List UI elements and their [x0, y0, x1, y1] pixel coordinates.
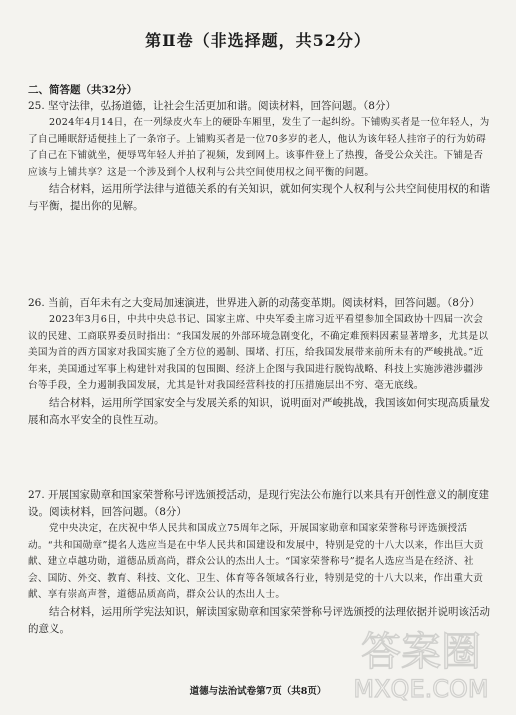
question-task: 结合材料，运用所学宪法知识，解读国家勋章和国家荣誉称号评选颁授的法理依据并说明该活动的意义。 [28, 605, 490, 635]
page-footer: 道德与法治试卷第7页（共8页） [189, 686, 327, 697]
question-material: 党中央决定，在庆祝中华人民共和国成立75周年之际，开展国家勋章和国家荣誉称号评选颁授活动。“共和国勋章”提名人选应当是在中华人民共和国建设和发展中，特别是党的十八大以来，作出巨大贡献、建立卓越功勋，道德品质高尚，群众公认的杰出人士。“国家荣誉称号”提名人选应当是在经济、社会、国防、外交、教育、科技、文化、卫生、体育等各领域各行业，特别是党的十八大以来，作出重大贡献、享有崇高声誉，道德品质高尚，群众公认的杰出人士。 [28, 523, 484, 600]
question-stem: 26. 当前，百年未有之大变局加速演进，世界进入新的动荡变革期。阅读材料，回答问题。（8分） [28, 297, 480, 309]
section-heading: 二、简答题（共32分） [28, 84, 138, 96]
question-material: 2024年4月14日，在一列绿皮火车上的硬卧车厢里，发生了一起纠纷。下铺购买者是一位年轻人，为了自己睡眠舒适便挂上了一条帘子。上铺购买者是一位70多岁的老人，他认为该年轻人挂帘子的行为妨碍了自己在下铺就坐，便辱骂年轻人并拍了视频，发到网上。该事件登上了热搜，备受公众关注。下铺是否应该与上铺共享？这是一个涉及到个人权利与公共空间使用权之间平衡的问题。 [28, 117, 490, 178]
question-material: 2023年3月6日，中共中央总书记、国家主席、中央军委主席习近平看望参加全国政协十四届一次会议的民建、工商联界委员时指出：“我国发展的外部环境急剧变化，不确定难预料因素显著增多，尤其是以美国为首的西方国家对我国实施了全方位的遏制、围堵、打压，给我国发展带来前所未有的严峻挑战。”近年来，美国通过军事上构建针对我国的包围圈、经济上企图与我国进行脱钩战略、科技上实施涉港涉疆涉台等手段，全力遏制我国发展，尤其是针对我国经营科技的打压措施层出不穷、毫无底线。 [28, 314, 489, 391]
question-task: 结合材料，运用所学国家安全与发展关系的知识，说明面对严峻挑战，我国该如何实现高质量发展和高水平安全的良性互动。 [28, 396, 490, 426]
watermark-url: MXQE.COM [353, 675, 489, 703]
question-25 [28, 98, 492, 215]
watermark-logo [336, 615, 506, 705]
watermark-text: 答案圈 [361, 629, 481, 675]
page-title: 第Ⅱ卷（非选择题，共52分） [145, 31, 371, 50]
question-26 [28, 295, 492, 429]
question-stem: 25. 坚守法律，弘扬道德，让社会生活更加和谐。阅读材料，回答问题。（8分） [28, 100, 396, 112]
question-task: 结合材料，运用所学法律与道德关系的有关知识，就如何实现个人权利与公共空间使用权的和谐与平衡，提出你的见解。 [28, 183, 490, 212]
question-stem: 27. 开展国家勋章和国家荣誉称号评选颁授活动，是现行宪法公布施行以来具有开创性意义的制度建设。阅读材料，回答问题。（8分） [28, 489, 490, 518]
